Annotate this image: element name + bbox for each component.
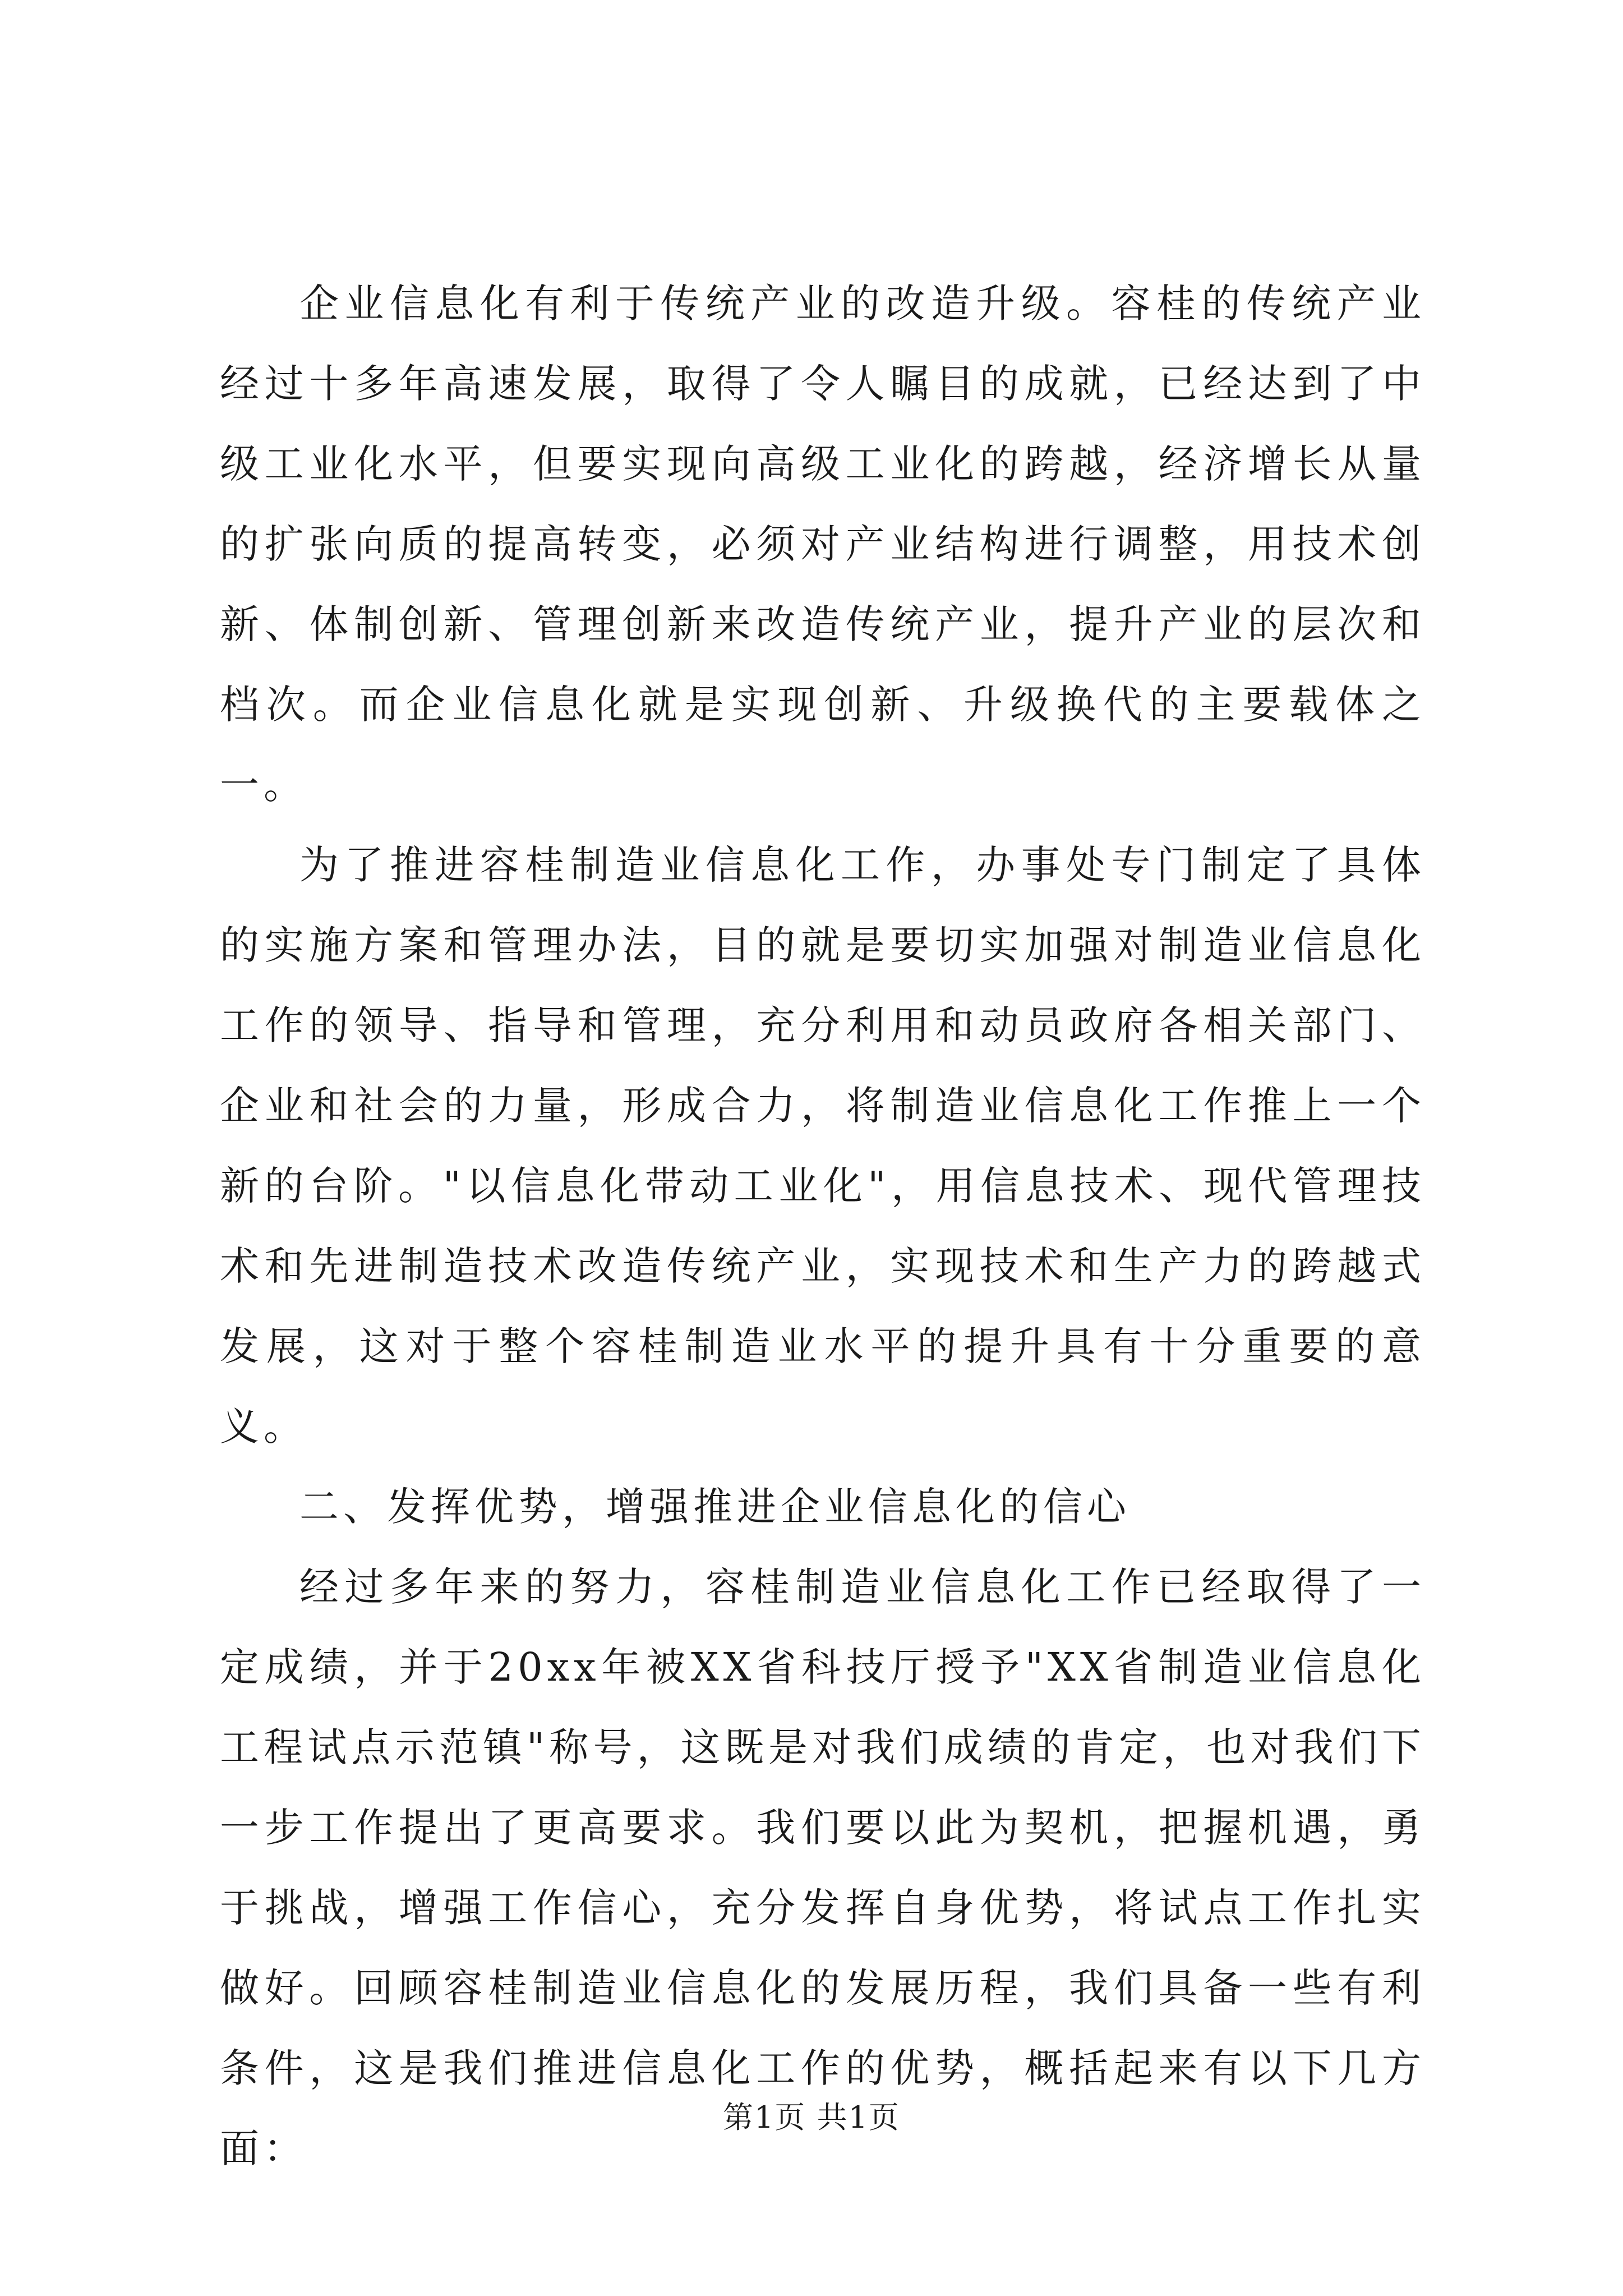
paragraph-informatization-upgrade: 企业信息化有利于传统产业的改造升级。容桂的传统产业经过十多年高速发展，取得了令人瞩目的成就，已经达到了中级工业化水平，但要实现向高级工业化的跨越，经济增长从量的扩张向质的提高转变，必须对产业结构进行调整，用技术创新、体制创新、管理创新来改造传统产业，提升产业的层次和档次。而企业信息化就是实现创新、升级换代的主要载体之一。 (220, 280, 1426, 808)
section-heading: 二、发挥优势，增强推进企业信息化的信心 (299, 1484, 1131, 1530)
paragraph-achievements: 经过多年来的努力，容桂制造业信息化工作已经取得了一定成绩，并于20xx年被XX省科技厅授予"XX省制造业信息化工程试点示范镇"称号，这既是对我们成绩的肯定，也对我们下一步工作提出了更高要求。我们要以此为契机，把握机遇，勇于挑战，增强工作信心，充分发挥自身优势，将试点工作扎实做好。回顾容桂制造业信息化的发展历程，我们具备一些有利条件，这是我们推进信息化工作的优势，概括起来有以下几方面： (220, 1564, 1426, 2171)
document-body (220, 264, 1426, 2189)
page-footer: 第1页 共1页 (723, 2100, 900, 2135)
paragraph-implementation-plan: 为了推进容桂制造业信息化工作，办事处专门制定了具体的实施方案和管理办法，目的就是要切实加强对制造业信息化工作的领导、指导和管理，充分利用和动员政府各相关部门、企业和社会的力量，形成合力，将制造业信息化工作推上一个新的台阶。"以信息化带动工业化"，用信息技术、现代管理技术和先进制造技术改造传统产业，实现技术和生产力的跨越式发展，这对于整个容桂制造业水平的提升具有十分重要的意义。 (220, 842, 1426, 1450)
